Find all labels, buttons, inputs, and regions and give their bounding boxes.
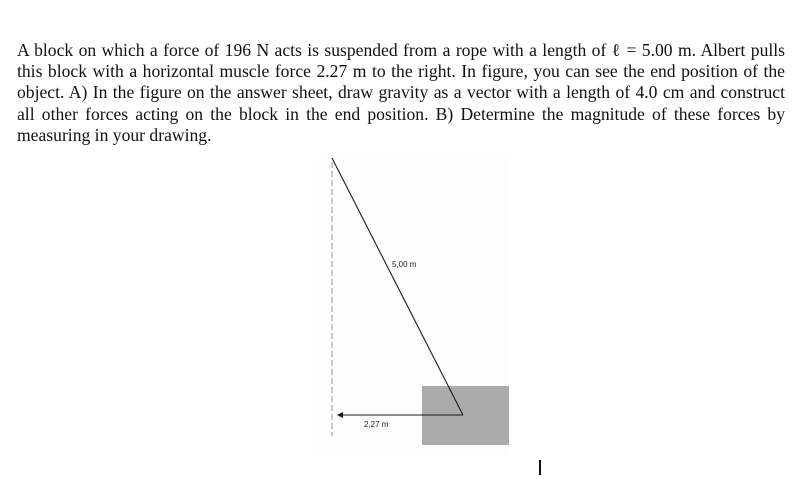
text-cursor [539,460,541,475]
rope [332,158,463,415]
figure-drawing [318,156,510,456]
problem-statement: A block on which a force of 196 N acts is suspended from a rope with a length of ℓ = 5.00 m. Albert pulls this block with a horizontal muscle force 2.27 m to the right. In figure, you can see the end position of the object. A) In the figure on the answer sheet, draw gravity as a vector with a length of 4.0 cm and construct all other forces acting on the block in the end position. B) Determine the magnitude of these forces by measuring in your drawing. [17,40,785,145]
rope-length-label: 5,00 m [392,260,417,269]
displacement-label: 2,27 m [364,420,389,429]
pendulum-figure [318,156,510,456]
